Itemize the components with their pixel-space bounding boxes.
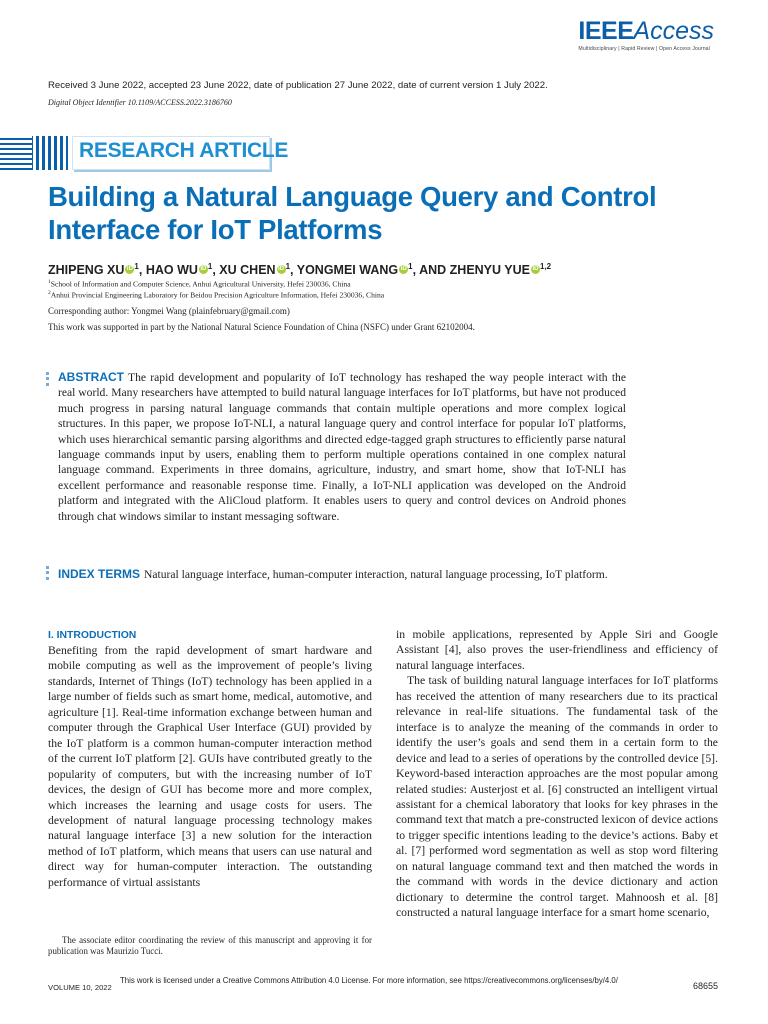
abstract-dots-decoration	[46, 372, 52, 386]
orcid-icon[interactable]: iD	[278, 266, 285, 272]
affiliation-number: 2	[48, 290, 51, 296]
editor-footnote: The associate editor coordinating the review of this manuscript and approving it for publication was Maurizio Tucci.	[48, 935, 372, 956]
orcid-icon[interactable]: iD	[200, 266, 207, 272]
section-heading-introduction: I. INTRODUCTION	[48, 630, 137, 641]
index-terms	[58, 567, 630, 582]
page-number: 68655	[692, 981, 718, 991]
author-separator: , AND	[412, 263, 450, 277]
abstract-heading: ABSTRACT	[58, 370, 124, 384]
affiliation-number: 1	[48, 279, 51, 285]
index-terms-heading: INDEX TERMS	[58, 567, 141, 581]
abstract-text: The rapid development and popularity of IoT technology has reshaped the way people interact with the real world. Many researchers have attempted to build natural language interfaces for IoT platforms, but have not produced much progress in parsing natural language commands that contain multiple operations and more complex logical structures. In this paper, we propose IoT-NLI, a natural language query and control interface for popular IoT platforms, which uses hierarchical semantic parsing algorithms and directed edge-tagged graph structures to efficiently parse natural language commands input by users, enabling them to perform multiple operations contained in one complex natural language command. Experiments in three domains, agriculture, industry, and smart home, show that IoT-NLI has excellent performance and reasonable response time. Finally, a IoT-NLI application was developed on the Android platform and integrated with the AliCloud platform. It enables users to query and control devices on Android phones through chat windows similar to instant messaging software.	[58, 371, 626, 523]
author-name: YONGMEI WANG	[296, 263, 399, 277]
author-affiliation-number: 1	[408, 262, 413, 271]
author-separator: ,	[212, 263, 220, 277]
author-affiliation-number: 1,2	[540, 262, 552, 271]
index-terms-dots-decoration	[46, 566, 52, 580]
paper-title: Building a Natural Language Query and Control Interface for IoT Platforms	[48, 181, 657, 245]
doi-line: Digital Object Identifier 10.1109/ACCESS.2022.3186760	[48, 98, 232, 107]
abstract	[58, 370, 626, 524]
banner-label: RESEARCH ARTICLE	[79, 139, 289, 162]
author-separator: ,	[138, 263, 146, 277]
author-affiliation-number: 1	[285, 262, 291, 271]
affiliation-text: School of Information and Computer Science, Anhui Agricultural University, Hefei 230036, China	[50, 279, 351, 289]
body-column-right	[396, 627, 718, 921]
footer-license[interactable]: This work is licensed under a Creative Commons Attribution 4.0 License. For more information, see https://creativecommons.org/licenses/by/4.0/	[120, 976, 618, 985]
index-terms-text: Natural language interface, human-computer interaction, natural language processing, IoT platform.	[144, 568, 608, 581]
author-list	[48, 262, 551, 277]
author-affiliation-number: 1	[134, 262, 139, 271]
footer-volume: VOLUME 10, 2022	[48, 983, 112, 992]
journal-logo	[578, 18, 714, 52]
received-line: Received 3 June 2022, accepted 23 June 2022, date of publication 27 June 2022, date of current version 1 July 2022.	[48, 80, 548, 91]
orcid-icon[interactable]: iD	[126, 266, 133, 272]
author-name: XU CHEN	[219, 263, 276, 277]
orcid-icon[interactable]: iD	[532, 266, 539, 272]
corresponding-author: Corresponding author: Yongmei Wang (plainfebruary@gmail.com)	[48, 306, 290, 316]
research-article-banner	[0, 136, 289, 172]
funding-statement: This work was supported in part by the National Natural Science Foundation of China (NSFC) under Grant 62102004.	[48, 322, 475, 332]
author-separator: ,	[290, 263, 297, 277]
affiliation-1	[48, 279, 351, 289]
author-name: ZHENYU YUE	[449, 263, 530, 277]
author-name: HAO WU	[145, 263, 198, 277]
logo-brand-italic: Access	[633, 17, 714, 45]
logo-tagline: Multidisciplinary | Rapid Review | Open Access Journal	[578, 46, 710, 52]
affiliation-2	[48, 290, 384, 300]
orcid-icon[interactable]: iD	[400, 266, 407, 272]
logo-brand-bold: IEEE	[578, 17, 634, 45]
author-name: ZHIPENG XU	[48, 263, 125, 277]
author-affiliation-number: 1	[207, 262, 213, 271]
body-paragraph: in mobile applications, represented by Apple Siri and Google Assistant [4], also proves the user-friendliness and efficiency of natural language interfaces.	[396, 628, 718, 672]
banner-stripes-graphic	[0, 136, 68, 170]
body-paragraph: The task of building natural language interfaces for IoT platforms has received the attention of many researchers due to its practical relevance in real-life situations. The fundamental task of the interface is to analyze the meaning of the commands in order to identify the user’s goals and send them in a certain form to the device and lead to a series of operations by the controlled device [5]. Keyword-based interaction approaches are the most popular among related studies: Austerjost et al. [6] constructed an intelligent virtual assistant for a chemical laboratory that looks for key phrases in the command text that match a pre-constructed lexicon of device actions to trigger specific intentions leading to the device’s actions. Baby et al. [7] performed word segmentation as well as stop word filtering on natural language command text and then matched the words in the command with words in the device dictionary and action dictionary to determine the control target. Mahnoosh et al. [8] constructed a natural language interface for a smart home scenario,	[396, 674, 718, 920]
affiliation-text: Anhui Provincial Engineering Laboratory for Beidou Precision Agriculture Information, Hefei 230036, China	[50, 290, 385, 300]
body-column-left	[48, 643, 372, 890]
body-paragraph: Benefiting from the rapid development of smart hardware and mobile computing as well as the improvement of people’s living standards, Internet of Things (IoT) technology has been applied in a large number of fields such as smart home, medical, automotive, and agriculture [1]. Real-time information exchange between human and computer through the Graphical User Interface (GUI) provided by the IoT platform is a common human-computer interaction method of the current IoT platform [2]. GUIs have contributed greatly to the popularity of computers, but with the increasing number of IoT devices, the design of GUI has become more and more complex, which increases the learning and usage costs for users. The development of natural language processing technology makes natural language interface [3] a new solution for the interaction method of IoT platform, which means that users can use natural and direct way for human-computer interaction. The outstanding performance of virtual assistants	[48, 644, 372, 889]
